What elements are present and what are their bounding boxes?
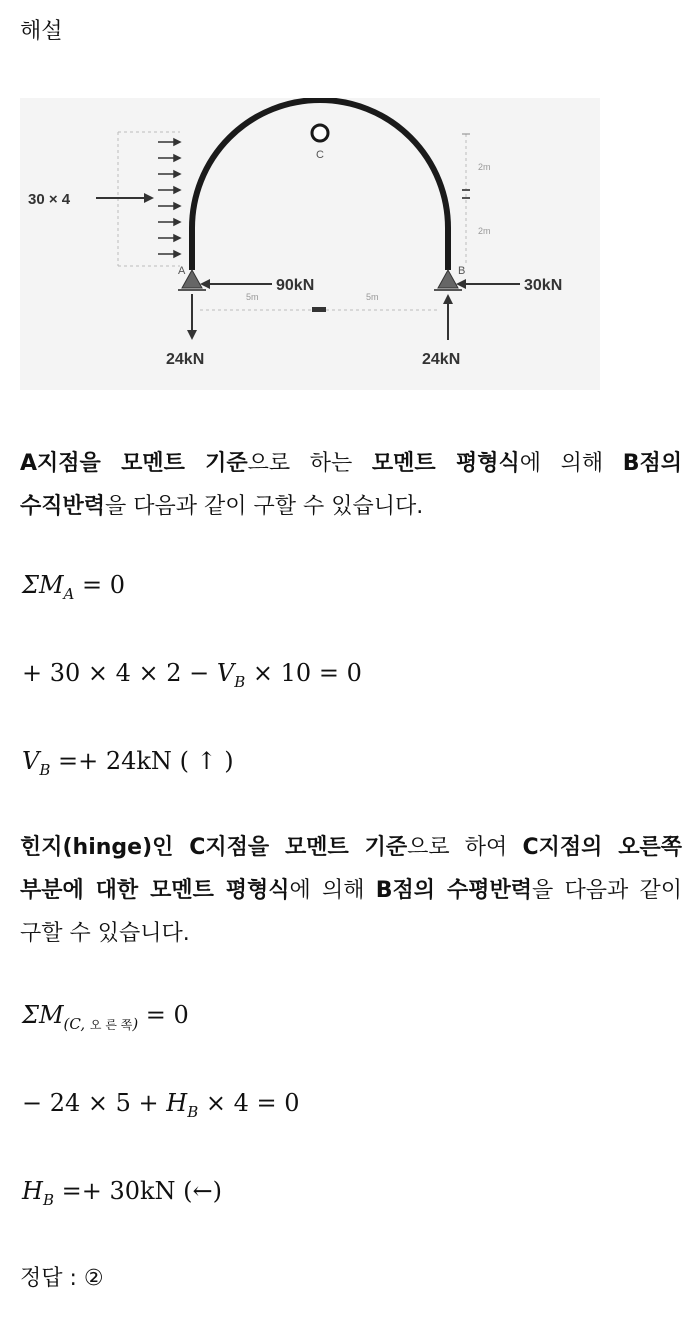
- equation-sum-moment-a: $\Sigma M_A = 0$: [22, 571, 126, 603]
- vertical-reaction-explanation: A지점을 모멘트 기준으로 하는 모멘트 평형식에 의해 B점의 수직반력을 다음과 같이 구할 수 있습니다.: [20, 451, 682, 519]
- equation-hb-result: $H_B =+ 30kN$ (←): [22, 1177, 222, 1209]
- equation-moment-a-expanded: + $30 \times 4 \times 2 - V_B \times 10 = 0$: [22, 659, 362, 691]
- dim-bottom-label: 2m: [478, 226, 491, 236]
- equation-sum-moment-c-right: $\Sigma M_{(C, 오 른 쪽)} = 0$: [22, 1001, 189, 1033]
- equation-moment-c-expanded: − $24 \times 5 + H_B \times 4 = 0$: [22, 1089, 300, 1121]
- point-b-label: B: [458, 265, 466, 277]
- dim-top-label: 2m: [478, 162, 491, 172]
- solution-heading: 해설: [20, 19, 63, 44]
- force-30-label: 30kN: [524, 277, 563, 294]
- force-90-label: 90kN: [276, 277, 315, 294]
- horizontal-reaction-explanation: 힌지(hinge)인 C지점을 모멘트 기준으로 하여 C지점의 오른쪽 부분에 대한 모멘트 평형식에 의해 B점의 수평반력을 다음과 같이 구할 수 있습니다.: [20, 835, 682, 946]
- load-label: 30 × 4: [28, 191, 71, 208]
- equation-vb-result: $V_B =+ 24kN$ ( ↑ ): [22, 747, 234, 779]
- point-a-label: A: [178, 265, 186, 277]
- diagram-background: [20, 98, 600, 390]
- dim-left-label: 5m: [246, 292, 259, 302]
- point-c-label: C: [316, 149, 324, 161]
- hinge-c: [312, 125, 328, 141]
- dim-right-label: 5m: [366, 292, 379, 302]
- arch-diagram: [20, 98, 600, 390]
- answer-line: 정답 : ②: [20, 1266, 104, 1291]
- reaction-b-label: 24kN: [422, 351, 461, 368]
- reaction-a-label: 24kN: [166, 351, 205, 368]
